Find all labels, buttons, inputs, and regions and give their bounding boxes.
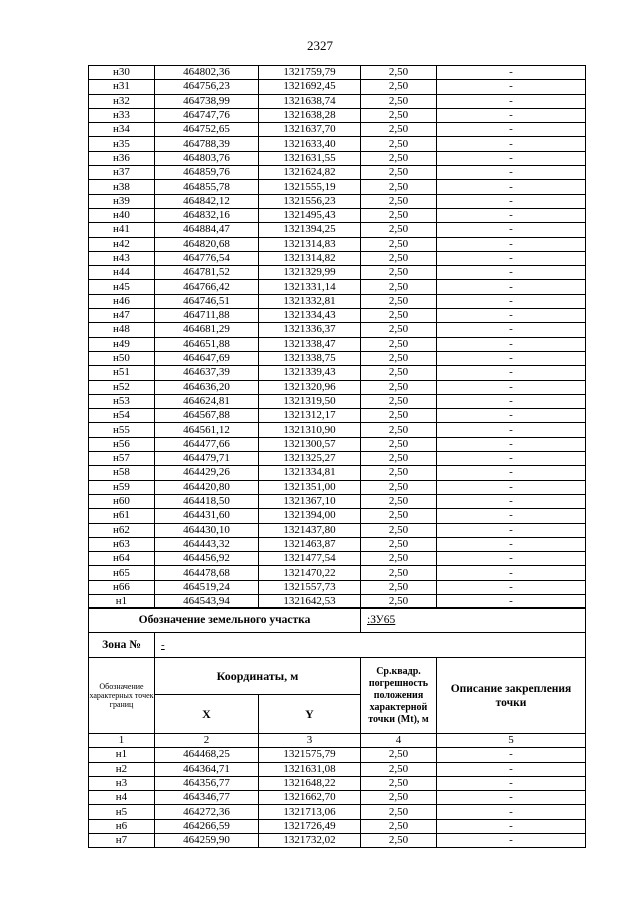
coord-y: 1321631,55 <box>259 151 361 165</box>
coord-y: 1321759,79 <box>259 66 361 80</box>
coord-y: 1321334,81 <box>259 466 361 480</box>
column-number: 4 <box>361 734 437 748</box>
page-number: 2327 <box>307 38 333 53</box>
point-id: н39 <box>89 194 155 208</box>
accuracy: 2,50 <box>361 776 437 790</box>
table-row <box>89 509 586 523</box>
coord-y: 1321638,28 <box>259 108 361 122</box>
accuracy: 2,50 <box>361 194 437 208</box>
table-row <box>89 80 586 94</box>
coord-y: 1321334,43 <box>259 309 361 323</box>
point-id: н31 <box>89 80 155 94</box>
zone-label: Зона № <box>89 633 155 658</box>
point-id: н49 <box>89 337 155 351</box>
coord-y: 1321394,25 <box>259 223 361 237</box>
point-id: н45 <box>89 280 155 294</box>
table-row <box>89 251 586 265</box>
coord-x: 464418,50 <box>155 494 259 508</box>
fixing-description: - <box>437 309 586 323</box>
accuracy: 2,50 <box>361 123 437 137</box>
point-id: н34 <box>89 123 155 137</box>
fixing-description: - <box>437 66 586 80</box>
fixing-description: - <box>437 294 586 308</box>
table-row <box>89 323 586 337</box>
coord-y: 1321332,81 <box>259 294 361 308</box>
accuracy: 2,50 <box>361 509 437 523</box>
coord-y: 1321336,37 <box>259 323 361 337</box>
accuracy: 2,50 <box>361 151 437 165</box>
accuracy: 2,50 <box>361 537 437 551</box>
coord-x: 464752,65 <box>155 123 259 137</box>
column-number: 5 <box>437 734 586 748</box>
point-id: н57 <box>89 452 155 466</box>
fixing-description: - <box>437 452 586 466</box>
column-number: 2 <box>155 734 259 748</box>
accuracy: 2,50 <box>361 208 437 222</box>
coord-x: 464776,54 <box>155 251 259 265</box>
point-id: н37 <box>89 166 155 180</box>
accuracy: 2,50 <box>361 94 437 108</box>
fixing-description: - <box>437 280 586 294</box>
coord-x: 464430,10 <box>155 523 259 537</box>
coord-x: 464803,76 <box>155 151 259 165</box>
fixing-description: - <box>437 123 586 137</box>
coord-y: 1321319,50 <box>259 394 361 408</box>
accuracy: 2,50 <box>361 805 437 819</box>
point-id: н43 <box>89 251 155 265</box>
table-row <box>89 94 586 108</box>
accuracy: 2,50 <box>361 223 437 237</box>
table-row <box>89 108 586 122</box>
coordinates-table-top <box>88 65 586 609</box>
accuracy: 2,50 <box>361 80 437 94</box>
point-id: н2 <box>89 762 155 776</box>
fixing-description: - <box>437 180 586 194</box>
table-row <box>89 523 586 537</box>
coord-x: 464802,36 <box>155 66 259 80</box>
fixing-description: - <box>437 223 586 237</box>
coordinates-rows-bottom <box>89 748 586 848</box>
header-coordinates: Координаты, м <box>155 658 361 695</box>
fixing-description: - <box>437 762 586 776</box>
table-row <box>89 380 586 394</box>
point-id: н36 <box>89 151 155 165</box>
table-row <box>89 337 586 351</box>
point-id: н52 <box>89 380 155 394</box>
table-row <box>89 791 586 805</box>
point-id: н61 <box>89 509 155 523</box>
coordinates-table-bottom-body <box>89 608 586 748</box>
coord-y: 1321713,06 <box>259 805 361 819</box>
coord-y: 1321367,10 <box>259 494 361 508</box>
accuracy: 2,50 <box>361 452 437 466</box>
fixing-description: - <box>437 580 586 594</box>
accuracy: 2,50 <box>361 394 437 408</box>
column-numbers-row <box>89 734 586 748</box>
point-id: н62 <box>89 523 155 537</box>
fixing-description: - <box>437 394 586 408</box>
coord-y: 1321339,43 <box>259 366 361 380</box>
header-x: X <box>155 695 259 734</box>
accuracy: 2,50 <box>361 137 437 151</box>
point-id: н38 <box>89 180 155 194</box>
coord-x: 464820,68 <box>155 237 259 251</box>
fixing-description: - <box>437 819 586 833</box>
coord-y: 1321338,75 <box>259 351 361 365</box>
table-row <box>89 409 586 423</box>
table-row <box>89 748 586 762</box>
coord-x: 464756,23 <box>155 80 259 94</box>
coord-y: 1321642,53 <box>259 594 361 608</box>
point-id: н6 <box>89 819 155 833</box>
coord-y: 1321312,17 <box>259 409 361 423</box>
table-row <box>89 208 586 222</box>
accuracy: 2,50 <box>361 180 437 194</box>
table-row <box>89 566 586 580</box>
point-id: н40 <box>89 208 155 222</box>
land-plot-label: Обозначение земельного участка <box>89 608 361 633</box>
table-row <box>89 194 586 208</box>
coord-x: 464746,51 <box>155 294 259 308</box>
coord-y: 1321662,70 <box>259 791 361 805</box>
accuracy: 2,50 <box>361 409 437 423</box>
fixing-description: - <box>437 494 586 508</box>
fixing-description: - <box>437 351 586 365</box>
coord-y: 1321631,08 <box>259 762 361 776</box>
coord-y: 1321470,22 <box>259 566 361 580</box>
table-row <box>89 266 586 280</box>
fixing-description: - <box>437 805 586 819</box>
accuracy: 2,50 <box>361 237 437 251</box>
accuracy: 2,50 <box>361 523 437 537</box>
fixing-description: - <box>437 137 586 151</box>
coord-x: 464647,69 <box>155 351 259 365</box>
point-id: н1 <box>89 594 155 608</box>
fixing-description: - <box>437 266 586 280</box>
point-id: н51 <box>89 366 155 380</box>
coord-y: 1321726,49 <box>259 819 361 833</box>
fixing-description: - <box>437 380 586 394</box>
fixing-description: - <box>437 523 586 537</box>
coord-y: 1321477,54 <box>259 552 361 566</box>
table-row <box>89 580 586 594</box>
accuracy: 2,50 <box>361 494 437 508</box>
fixing-description: - <box>437 480 586 494</box>
coord-y: 1321495,43 <box>259 208 361 222</box>
accuracy: 2,50 <box>361 66 437 80</box>
point-id: н5 <box>89 805 155 819</box>
coord-x: 464681,29 <box>155 323 259 337</box>
point-id: н54 <box>89 409 155 423</box>
coord-x: 464884,47 <box>155 223 259 237</box>
coord-y: 1321557,73 <box>259 580 361 594</box>
fixing-description: - <box>437 509 586 523</box>
coord-x: 464859,76 <box>155 166 259 180</box>
table-row <box>89 66 586 80</box>
point-id: н35 <box>89 137 155 151</box>
fixing-description: - <box>437 423 586 437</box>
accuracy: 2,50 <box>361 437 437 451</box>
point-id: н48 <box>89 323 155 337</box>
accuracy: 2,50 <box>361 280 437 294</box>
fixing-description: - <box>437 409 586 423</box>
table-row <box>89 437 586 451</box>
table-row <box>89 294 586 308</box>
accuracy: 2,50 <box>361 748 437 762</box>
coord-x: 464747,76 <box>155 108 259 122</box>
point-id: н44 <box>89 266 155 280</box>
point-id: н3 <box>89 776 155 790</box>
column-number: 3 <box>259 734 361 748</box>
point-id: н56 <box>89 437 155 451</box>
coord-y: 1321314,83 <box>259 237 361 251</box>
coord-x: 464567,88 <box>155 409 259 423</box>
coord-x: 464738,99 <box>155 94 259 108</box>
header-y: Y <box>259 695 361 734</box>
coord-y: 1321331,14 <box>259 280 361 294</box>
accuracy: 2,50 <box>361 480 437 494</box>
accuracy: 2,50 <box>361 337 437 351</box>
accuracy: 2,50 <box>361 566 437 580</box>
coord-y: 1321624,82 <box>259 166 361 180</box>
table-row <box>89 394 586 408</box>
fixing-description: - <box>437 108 586 122</box>
point-id: н41 <box>89 223 155 237</box>
fixing-description: - <box>437 251 586 265</box>
table-row <box>89 280 586 294</box>
header-point: Обозначение характерных точек границ <box>89 658 155 734</box>
fixing-description: - <box>437 552 586 566</box>
table-row <box>89 494 586 508</box>
fixing-description: - <box>437 237 586 251</box>
point-id: н4 <box>89 791 155 805</box>
zone-value: - <box>155 633 586 658</box>
header-row-1 <box>89 658 586 695</box>
fixing-description: - <box>437 80 586 94</box>
coord-y: 1321692,45 <box>259 80 361 94</box>
point-id: н53 <box>89 394 155 408</box>
fixing-description: - <box>437 208 586 222</box>
coord-y: 1321320,96 <box>259 380 361 394</box>
fixing-description: - <box>437 194 586 208</box>
accuracy: 2,50 <box>361 108 437 122</box>
table-row <box>89 123 586 137</box>
table-row <box>89 537 586 551</box>
coord-x: 464456,92 <box>155 552 259 566</box>
header-accuracy: Ср.квадр. погрешность положения характерной точки (Mt), м <box>361 658 437 734</box>
coord-x: 464519,24 <box>155 580 259 594</box>
coord-x: 464781,52 <box>155 266 259 280</box>
point-id: н30 <box>89 66 155 80</box>
fixing-description: - <box>437 337 586 351</box>
coord-x: 464711,88 <box>155 309 259 323</box>
coord-y: 1321637,70 <box>259 123 361 137</box>
coord-x: 464637,39 <box>155 366 259 380</box>
coord-x: 464477,66 <box>155 437 259 451</box>
accuracy: 2,50 <box>361 762 437 776</box>
accuracy: 2,50 <box>361 380 437 394</box>
accuracy: 2,50 <box>361 294 437 308</box>
coord-y: 1321329,99 <box>259 266 361 280</box>
coord-x: 464272,36 <box>155 805 259 819</box>
fixing-description: - <box>437 791 586 805</box>
coord-x: 464543,94 <box>155 594 259 608</box>
fixing-description: - <box>437 151 586 165</box>
coord-y: 1321463,87 <box>259 537 361 551</box>
coord-x: 464855,78 <box>155 180 259 194</box>
fixing-description: - <box>437 594 586 608</box>
fixing-description: - <box>437 748 586 762</box>
accuracy: 2,50 <box>361 366 437 380</box>
coord-x: 464364,71 <box>155 762 259 776</box>
accuracy: 2,50 <box>361 309 437 323</box>
table-row <box>89 166 586 180</box>
coordinates-table-top-body <box>89 66 586 609</box>
table-row <box>89 776 586 790</box>
table-row <box>89 237 586 251</box>
table-row <box>89 351 586 365</box>
table-row <box>89 819 586 833</box>
table-row <box>89 452 586 466</box>
accuracy: 2,50 <box>361 166 437 180</box>
point-id: н7 <box>89 834 155 848</box>
point-id: н47 <box>89 309 155 323</box>
coord-x: 464636,20 <box>155 380 259 394</box>
point-id: н46 <box>89 294 155 308</box>
table-row <box>89 180 586 194</box>
table-row <box>89 223 586 237</box>
point-id: н66 <box>89 580 155 594</box>
table-row <box>89 805 586 819</box>
header-description: Описание закрепления точки <box>437 658 586 734</box>
accuracy: 2,50 <box>361 323 437 337</box>
coord-x: 464431,60 <box>155 509 259 523</box>
coord-y: 1321437,80 <box>259 523 361 537</box>
zone-row <box>89 633 586 658</box>
accuracy: 2,50 <box>361 423 437 437</box>
accuracy: 2,50 <box>361 552 437 566</box>
coord-y: 1321556,23 <box>259 194 361 208</box>
coord-x: 464479,71 <box>155 452 259 466</box>
accuracy: 2,50 <box>361 466 437 480</box>
accuracy: 2,50 <box>361 251 437 265</box>
coord-x: 464468,25 <box>155 748 259 762</box>
coord-y: 1321325,27 <box>259 452 361 466</box>
fixing-description: - <box>437 537 586 551</box>
coord-x: 464766,42 <box>155 280 259 294</box>
table-row <box>89 366 586 380</box>
fixing-description: - <box>437 166 586 180</box>
table-row <box>89 552 586 566</box>
accuracy: 2,50 <box>361 351 437 365</box>
table-row <box>89 137 586 151</box>
coord-y: 1321314,82 <box>259 251 361 265</box>
point-id: н58 <box>89 466 155 480</box>
accuracy: 2,50 <box>361 819 437 833</box>
coord-x: 464832,16 <box>155 208 259 222</box>
accuracy: 2,50 <box>361 791 437 805</box>
coord-y: 1321394,00 <box>259 509 361 523</box>
coord-x: 464266,59 <box>155 819 259 833</box>
coord-y: 1321648,22 <box>259 776 361 790</box>
coord-y: 1321555,19 <box>259 180 361 194</box>
point-id: н64 <box>89 552 155 566</box>
fixing-description: - <box>437 466 586 480</box>
fixing-description: - <box>437 566 586 580</box>
fixing-description: - <box>437 366 586 380</box>
coord-x: 464651,88 <box>155 337 259 351</box>
coord-x: 464624,81 <box>155 394 259 408</box>
point-id: н65 <box>89 566 155 580</box>
point-id: н50 <box>89 351 155 365</box>
accuracy: 2,50 <box>361 594 437 608</box>
land-plot-row <box>89 608 586 633</box>
coord-y: 1321732,02 <box>259 834 361 848</box>
fixing-description: - <box>437 776 586 790</box>
coordinates-table-bottom <box>88 607 586 848</box>
point-id: н32 <box>89 94 155 108</box>
fixing-description: - <box>437 94 586 108</box>
coord-x: 464842,12 <box>155 194 259 208</box>
point-id: н42 <box>89 237 155 251</box>
point-id: н63 <box>89 537 155 551</box>
point-id: н55 <box>89 423 155 437</box>
table-row <box>89 423 586 437</box>
coord-x: 464561,12 <box>155 423 259 437</box>
column-number: 1 <box>89 734 155 748</box>
coord-y: 1321351,00 <box>259 480 361 494</box>
coord-y: 1321338,47 <box>259 337 361 351</box>
table-row <box>89 834 586 848</box>
coord-x: 464788,39 <box>155 137 259 151</box>
fixing-description: - <box>437 437 586 451</box>
point-id: н59 <box>89 480 155 494</box>
coord-y: 1321638,74 <box>259 94 361 108</box>
coord-y: 1321633,40 <box>259 137 361 151</box>
accuracy: 2,50 <box>361 266 437 280</box>
coord-x: 464443,32 <box>155 537 259 551</box>
coord-y: 1321575,79 <box>259 748 361 762</box>
coord-x: 464356,77 <box>155 776 259 790</box>
table-row <box>89 762 586 776</box>
point-id: н1 <box>89 748 155 762</box>
point-id: н33 <box>89 108 155 122</box>
coord-x: 464429,26 <box>155 466 259 480</box>
table-row <box>89 466 586 480</box>
coord-y: 1321300,57 <box>259 437 361 451</box>
table-row <box>89 309 586 323</box>
coord-x: 464420,80 <box>155 480 259 494</box>
accuracy: 2,50 <box>361 834 437 848</box>
table-row <box>89 480 586 494</box>
land-plot-value: :ЗУ65 <box>361 608 586 633</box>
table-row <box>89 151 586 165</box>
point-id: н60 <box>89 494 155 508</box>
fixing-description: - <box>437 323 586 337</box>
coord-x: 464478,68 <box>155 566 259 580</box>
coord-x: 464259,90 <box>155 834 259 848</box>
accuracy: 2,50 <box>361 580 437 594</box>
coord-y: 1321310,90 <box>259 423 361 437</box>
coord-x: 464346,77 <box>155 791 259 805</box>
fixing-description: - <box>437 834 586 848</box>
